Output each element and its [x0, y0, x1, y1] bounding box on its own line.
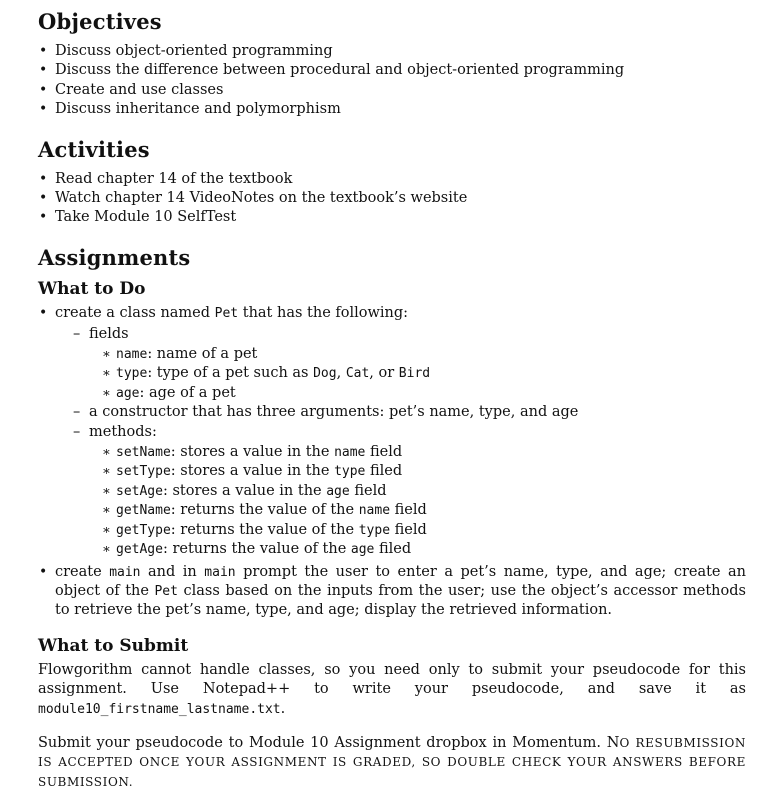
methods-list — [89, 443, 746, 560]
method-item — [102, 462, 746, 482]
code: Bird — [398, 366, 431, 382]
text: filed — [374, 541, 412, 558]
text: Submit your pseudocode to Module 10 Assignment dropbox in Momentum. — [38, 734, 607, 751]
create-main-item — [38, 563, 746, 621]
text: prompt the user to enter a pet’s name, type, and age; create an object of the — [55, 563, 747, 599]
code: getAge — [116, 542, 163, 558]
code: age — [116, 385, 140, 401]
code-main: main — [109, 564, 141, 580]
text: . — [280, 700, 286, 717]
field-item-type — [102, 364, 746, 384]
constructor-item: – a constructor that has three arguments: pet’s name, type, and age — [73, 403, 746, 423]
code: setType — [116, 464, 171, 480]
assignments-heading: Assignments — [38, 244, 191, 270]
method-item — [102, 501, 746, 521]
caps-first-letter: N — [606, 734, 620, 751]
code: Dog — [313, 366, 337, 382]
submit-paragraph-2 — [38, 734, 746, 793]
fields-list — [89, 345, 746, 404]
text: : returns the value of the — [170, 521, 359, 538]
activity-item: • Read chapter 14 of the textbook — [38, 170, 746, 189]
code-pet: Pet — [154, 583, 178, 599]
class-details-list — [55, 325, 746, 559]
text: : returns the value of the — [162, 541, 351, 558]
objective-item: • Discuss object-oriented programming — [38, 42, 746, 61]
text: field — [365, 443, 403, 460]
text: : stores a value in the — [162, 482, 327, 499]
objective-item: • Discuss the difference between procedural and object-oriented programming — [38, 61, 746, 80]
code: name — [334, 444, 366, 460]
activities-list — [38, 170, 746, 228]
objectives-list — [38, 42, 746, 120]
text: that has the following: — [238, 304, 409, 321]
text: : stores a value in the — [170, 443, 335, 460]
fields-label: fields — [89, 326, 129, 343]
code: type — [116, 366, 148, 382]
code-main: main — [204, 564, 236, 580]
code: type — [334, 464, 366, 480]
code: getName — [116, 503, 171, 519]
activity-item: • Watch chapter 14 VideoNotes on the textbook’s website — [38, 189, 746, 208]
what-to-do-list — [38, 304, 746, 621]
code: type — [358, 522, 391, 538]
code: Cat — [345, 366, 370, 382]
text: field — [390, 502, 427, 519]
text: filed — [365, 463, 403, 480]
method-item — [102, 521, 746, 541]
text: Flowgorithm cannot handle classes, so you need only to submit your pseudocode for this assignment. Use Notepad++ to write your pseudocode, and save it as — [38, 661, 746, 698]
filename-code: module10_firstname_lastname.txt — [38, 701, 281, 717]
text: , — [336, 365, 346, 382]
caps-warning-text: O RESUBMISSION IS ACCEPTED ONCE YOUR ASSIGNMENT IS GRADED, SO DOUBLE CHECK YOUR ANSWERS BEFORE SUBMISSION. — [38, 735, 746, 789]
text: create — [55, 563, 110, 580]
class-pet-item — [38, 304, 746, 560]
field-item-name — [102, 345, 746, 365]
objectives-heading: Objectives — [38, 9, 162, 34]
code: name — [116, 346, 148, 362]
methods-item — [73, 423, 746, 560]
submit-paragraph-1 — [38, 661, 746, 720]
fields-item — [73, 325, 746, 403]
code: getType — [116, 522, 171, 538]
methods-label: methods: — [89, 423, 157, 440]
text: field — [390, 521, 427, 538]
text: , or — [369, 365, 399, 382]
activity-item: • Take Module 10 SelfTest — [38, 208, 746, 227]
text: : returns the value of the — [170, 502, 359, 519]
code: name — [358, 503, 391, 519]
what-to-submit-heading: What to Submit — [38, 635, 189, 656]
method-item — [102, 482, 746, 502]
code: setName — [116, 444, 171, 460]
text: : stores a value in the — [170, 463, 335, 480]
objective-item: • Discuss inheritance and polymorphism — [38, 100, 746, 119]
text: field — [349, 482, 387, 499]
text: : age of a pet — [139, 384, 236, 401]
text: and in — [140, 563, 205, 580]
text: : type of a pet such as — [147, 365, 314, 382]
method-item — [102, 540, 746, 560]
method-item — [102, 443, 746, 463]
activities-heading: Activities — [38, 136, 150, 162]
text: create a class named — [55, 304, 215, 321]
field-item-age — [102, 384, 746, 404]
code: age — [326, 483, 350, 499]
text: : name of a pet — [147, 345, 258, 362]
code: setAge — [116, 483, 163, 499]
code: age — [350, 542, 375, 558]
code-pet: Pet — [214, 305, 239, 321]
text: class based on the inputs from the user; use the object’s accessor methods to retrieve the pet’s name, type, and age; display the retrieved information. — [55, 582, 746, 619]
what-to-do-heading: What to Do — [38, 278, 146, 299]
objective-item: • Create and use classes — [38, 81, 746, 100]
